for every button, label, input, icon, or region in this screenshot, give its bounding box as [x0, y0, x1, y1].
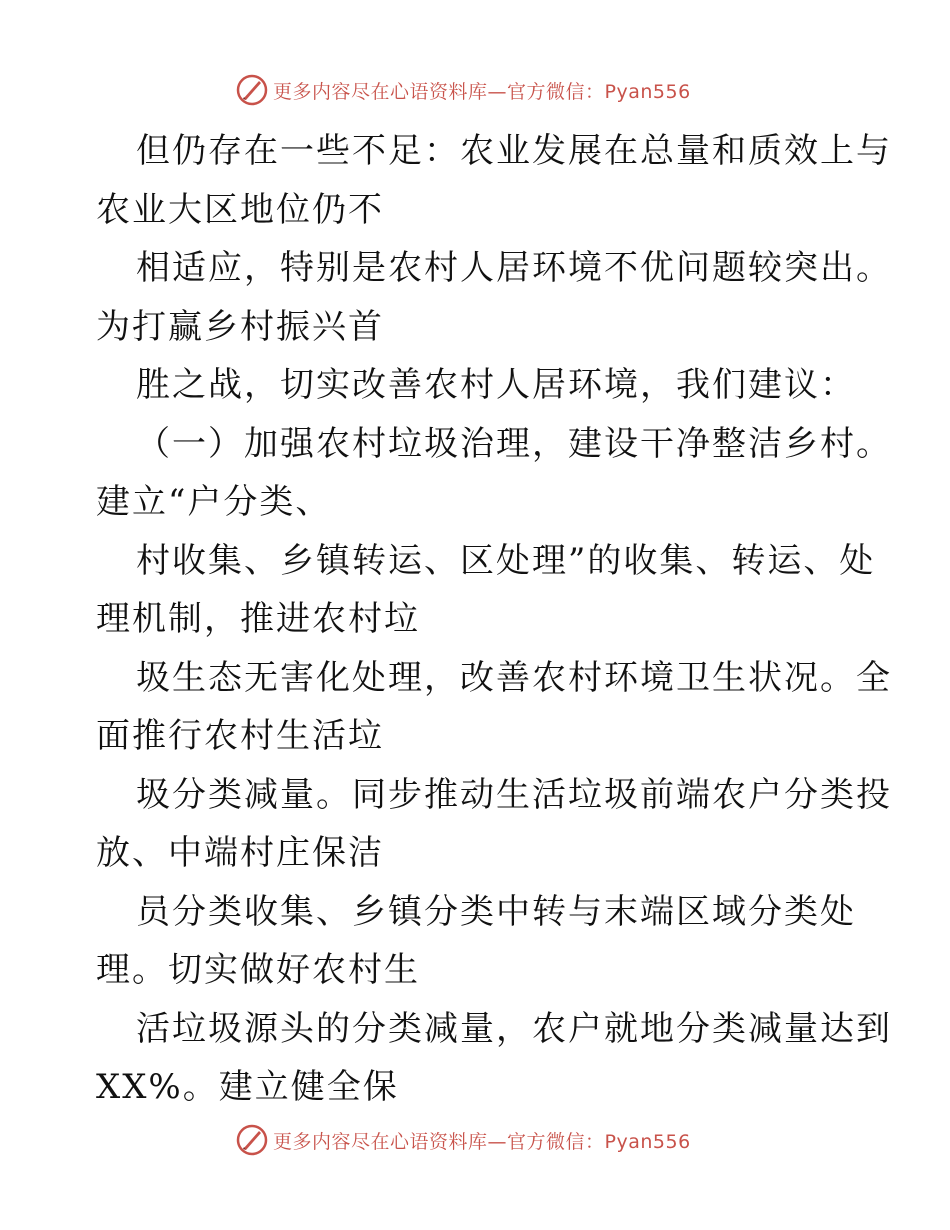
text-line: 但仍存在一些不足：农业发展在总量和质效上与: [136, 131, 892, 171]
text-line: 面推行农村生活垃: [96, 716, 384, 756]
document-body: [96, 122, 892, 1117]
text-line: 活垃圾源头的分类减量，农户就地分类减量达到: [136, 1008, 892, 1049]
text-line: 员分类收集、乡镇分类中转与末端区域分类处: [136, 891, 856, 932]
text-line: 村收集、乡镇转运、区处理”的收集、转运、处: [136, 540, 876, 581]
text-line: 放、中端村庄保洁: [96, 833, 384, 873]
quill-seal-icon: [235, 73, 269, 107]
text-line: 建立“户分类、: [96, 482, 332, 522]
quill-seal-icon: [235, 1123, 269, 1157]
text-line: 农业大区地位仍不: [96, 189, 384, 230]
text-line: 胜之战，切实改善农村人居环境，我们建议：: [136, 365, 856, 405]
watermark-text: 更多内容尽在心语资料库—官方微信：Pyan556: [273, 1130, 691, 1153]
text-line: 理。切实做好农村生: [96, 950, 420, 990]
text-line: （一）加强农村垃圾治理，建设干净整洁乡村。: [136, 423, 892, 464]
header-watermark: [235, 72, 691, 108]
footer-watermark: [235, 1122, 691, 1158]
text-line: 圾分类减量。同步推动生活垃圾前端农户分类投: [136, 774, 892, 815]
text-line: 圾生态无害化处理，改善农村环境卫生状况。全: [136, 657, 892, 698]
text-line: 为打赢乡村振兴首: [96, 306, 384, 347]
text-line: 理机制，推进农村垃: [96, 599, 420, 639]
text-line: 相适应，特别是农村人居环境不优问题较突出。: [136, 248, 892, 288]
text-line: XX%。建立健全保: [96, 1067, 399, 1107]
watermark-text: 更多内容尽在心语资料库—官方微信：Pyan556: [273, 80, 691, 103]
